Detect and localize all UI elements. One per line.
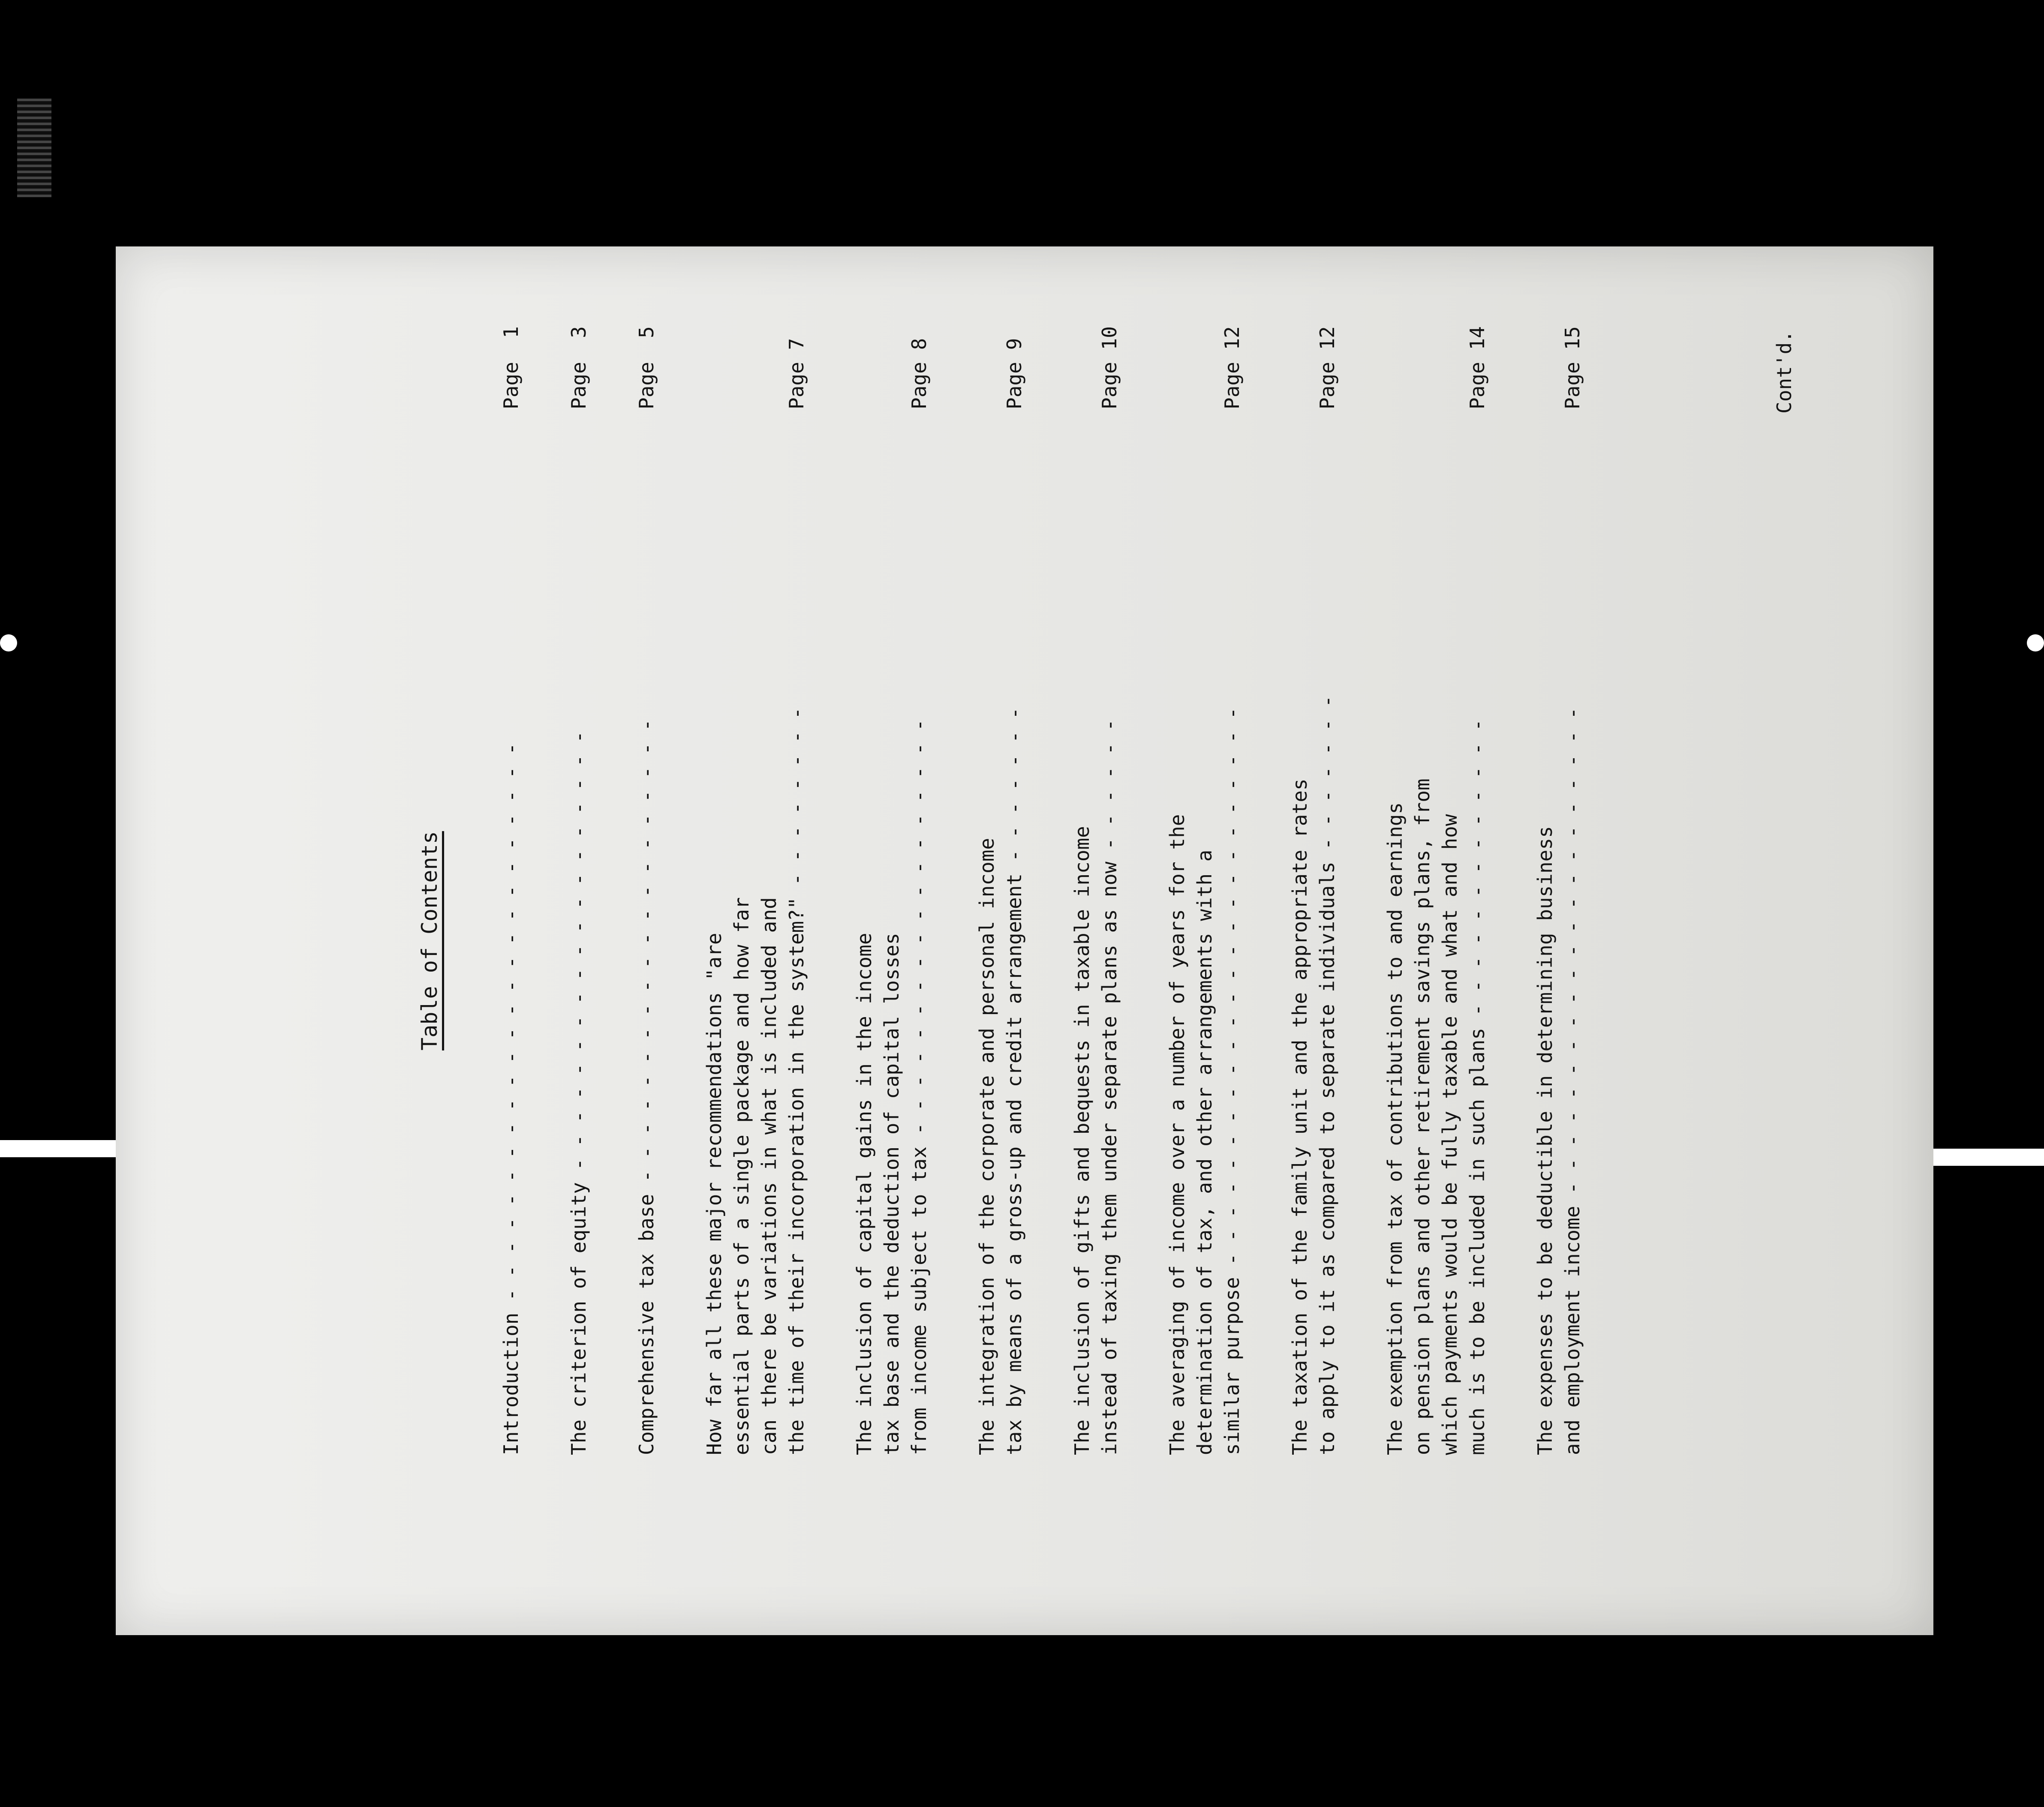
toc-page-number: Page 12 bbox=[1220, 326, 1244, 409]
toc-entry-line: How far all these major recommendations "are bbox=[703, 933, 726, 1455]
toc-entry-text bbox=[973, 414, 1028, 1455]
toc-entry bbox=[497, 298, 525, 1455]
toc-page-number: Page 8 bbox=[908, 338, 931, 409]
continued-note: Cont'd. bbox=[1773, 330, 1796, 414]
toc-entry-line: The averaging of income over a number of years for the bbox=[1166, 814, 1189, 1455]
toc-page-number: Page 15 bbox=[1561, 326, 1584, 409]
toc-entry-text bbox=[1286, 414, 1341, 1455]
toc-entry-text bbox=[1163, 414, 1246, 1455]
toc-entry-text bbox=[1531, 414, 1586, 1455]
toc-entry-text bbox=[700, 414, 810, 1455]
left-frame-bar bbox=[0, 1140, 116, 1157]
right-frame-notch bbox=[2027, 634, 2044, 651]
left-frame-notch bbox=[0, 634, 17, 651]
toc-entry-line: The inclusion of gifts and bequests in taxable income bbox=[1070, 826, 1094, 1455]
toc-entry-line: from income subject to tax - - - - - - - - - - - - - - - - - - bbox=[908, 719, 931, 1455]
toc-entry bbox=[1381, 298, 1491, 1455]
toc-entry bbox=[700, 298, 810, 1455]
toc-page-number: Page 10 bbox=[1098, 326, 1121, 409]
toc-entry-line: The taxation of the family unit and the appropriate rates bbox=[1288, 778, 1311, 1455]
right-frame-bar bbox=[1933, 1149, 2044, 1166]
toc-entry bbox=[1163, 298, 1246, 1455]
toc-list bbox=[497, 298, 1626, 1455]
toc-entry-line: similar purpose - - - - - - - - - - - - - - - - - - - - - - - - bbox=[1220, 707, 1244, 1455]
toc-entry-line: and employment income - - - - - - - - - - - - - - - - - - - - - bbox=[1561, 707, 1584, 1455]
toc-entry-line: much is to be included in such plans - - - - - - - - - - - - - bbox=[1466, 719, 1489, 1455]
toc-entry-line: the time of their incorporation in the system?" - - - - - - - - bbox=[785, 707, 808, 1455]
film-edge-mark bbox=[17, 99, 51, 197]
toc-page-number: Page 14 bbox=[1466, 326, 1489, 409]
toc-entry-line: to apply to it as compared to separate individuals - - - - - - - bbox=[1316, 695, 1339, 1455]
toc-entry bbox=[1286, 298, 1341, 1455]
toc-entry-line: Introduction - - - - - - - - - - - - - - - - - - - - - - - - bbox=[499, 743, 523, 1455]
toc-entry-line: tax by means of a gross-up and credit arrangement - - - - - - - bbox=[1003, 707, 1026, 1455]
toc-page-number: Page 7 bbox=[785, 338, 808, 409]
toc-entry-line: Comprehensive tax base - - - - - - - - - - - - - - - - - - - - bbox=[635, 719, 658, 1455]
toc-page-number: Page 5 bbox=[635, 326, 658, 409]
toc-entry bbox=[633, 298, 660, 1455]
toc-page-number: Page 12 bbox=[1316, 326, 1339, 409]
toc-entry-text bbox=[565, 414, 592, 1455]
toc-entry-text bbox=[851, 414, 933, 1455]
toc-entry bbox=[851, 298, 933, 1455]
toc-entry-text bbox=[633, 414, 660, 1455]
toc-entry-line: determination of tax, and other arrangements with a bbox=[1193, 849, 1216, 1455]
toc-entry-line: essential parts of a single package and how far bbox=[730, 897, 753, 1455]
toc-entry bbox=[1068, 298, 1123, 1455]
toc-entry-line: The integration of the corporate and personal income bbox=[975, 837, 998, 1455]
toc-entry bbox=[1531, 298, 1586, 1455]
toc-entry-text bbox=[1068, 414, 1123, 1455]
document-page bbox=[116, 246, 1933, 1635]
toc-entry bbox=[565, 298, 592, 1455]
page-title: Table of Contents bbox=[417, 831, 442, 1051]
toc-entry-line: instead of taxing them under separate plans as now - - - - - - bbox=[1098, 719, 1121, 1455]
toc-entry-line: can there be variations in what is included and bbox=[757, 897, 781, 1455]
toc-entry-text bbox=[497, 414, 525, 1455]
toc-entry-line: The expenses to be deductible in determining business bbox=[1533, 826, 1557, 1455]
toc-entry-line: The inclusion of capital gains in the income bbox=[853, 933, 876, 1455]
toc-page-number: Page 3 bbox=[567, 326, 590, 409]
toc-entry-line: on pension plans and other retirement savings plans, from bbox=[1411, 778, 1434, 1455]
toc-entry bbox=[973, 298, 1028, 1455]
page-content-rotated bbox=[124, 255, 1925, 1627]
toc-entry-line: tax base and the deduction of capital losses bbox=[880, 933, 903, 1455]
toc-page-number: Page 1 bbox=[499, 326, 523, 409]
toc-entry-line: The exemption from tax of contributions to and earnings bbox=[1383, 802, 1407, 1455]
toc-page-number: Page 9 bbox=[1003, 338, 1026, 409]
toc-entry-line: The criterion of equity - - - - - - - - - - - - - - - - - - - bbox=[567, 731, 590, 1455]
toc-entry-text bbox=[1381, 414, 1491, 1455]
toc-entry-line: which payments would be fully taxable and what and how bbox=[1438, 814, 1461, 1455]
